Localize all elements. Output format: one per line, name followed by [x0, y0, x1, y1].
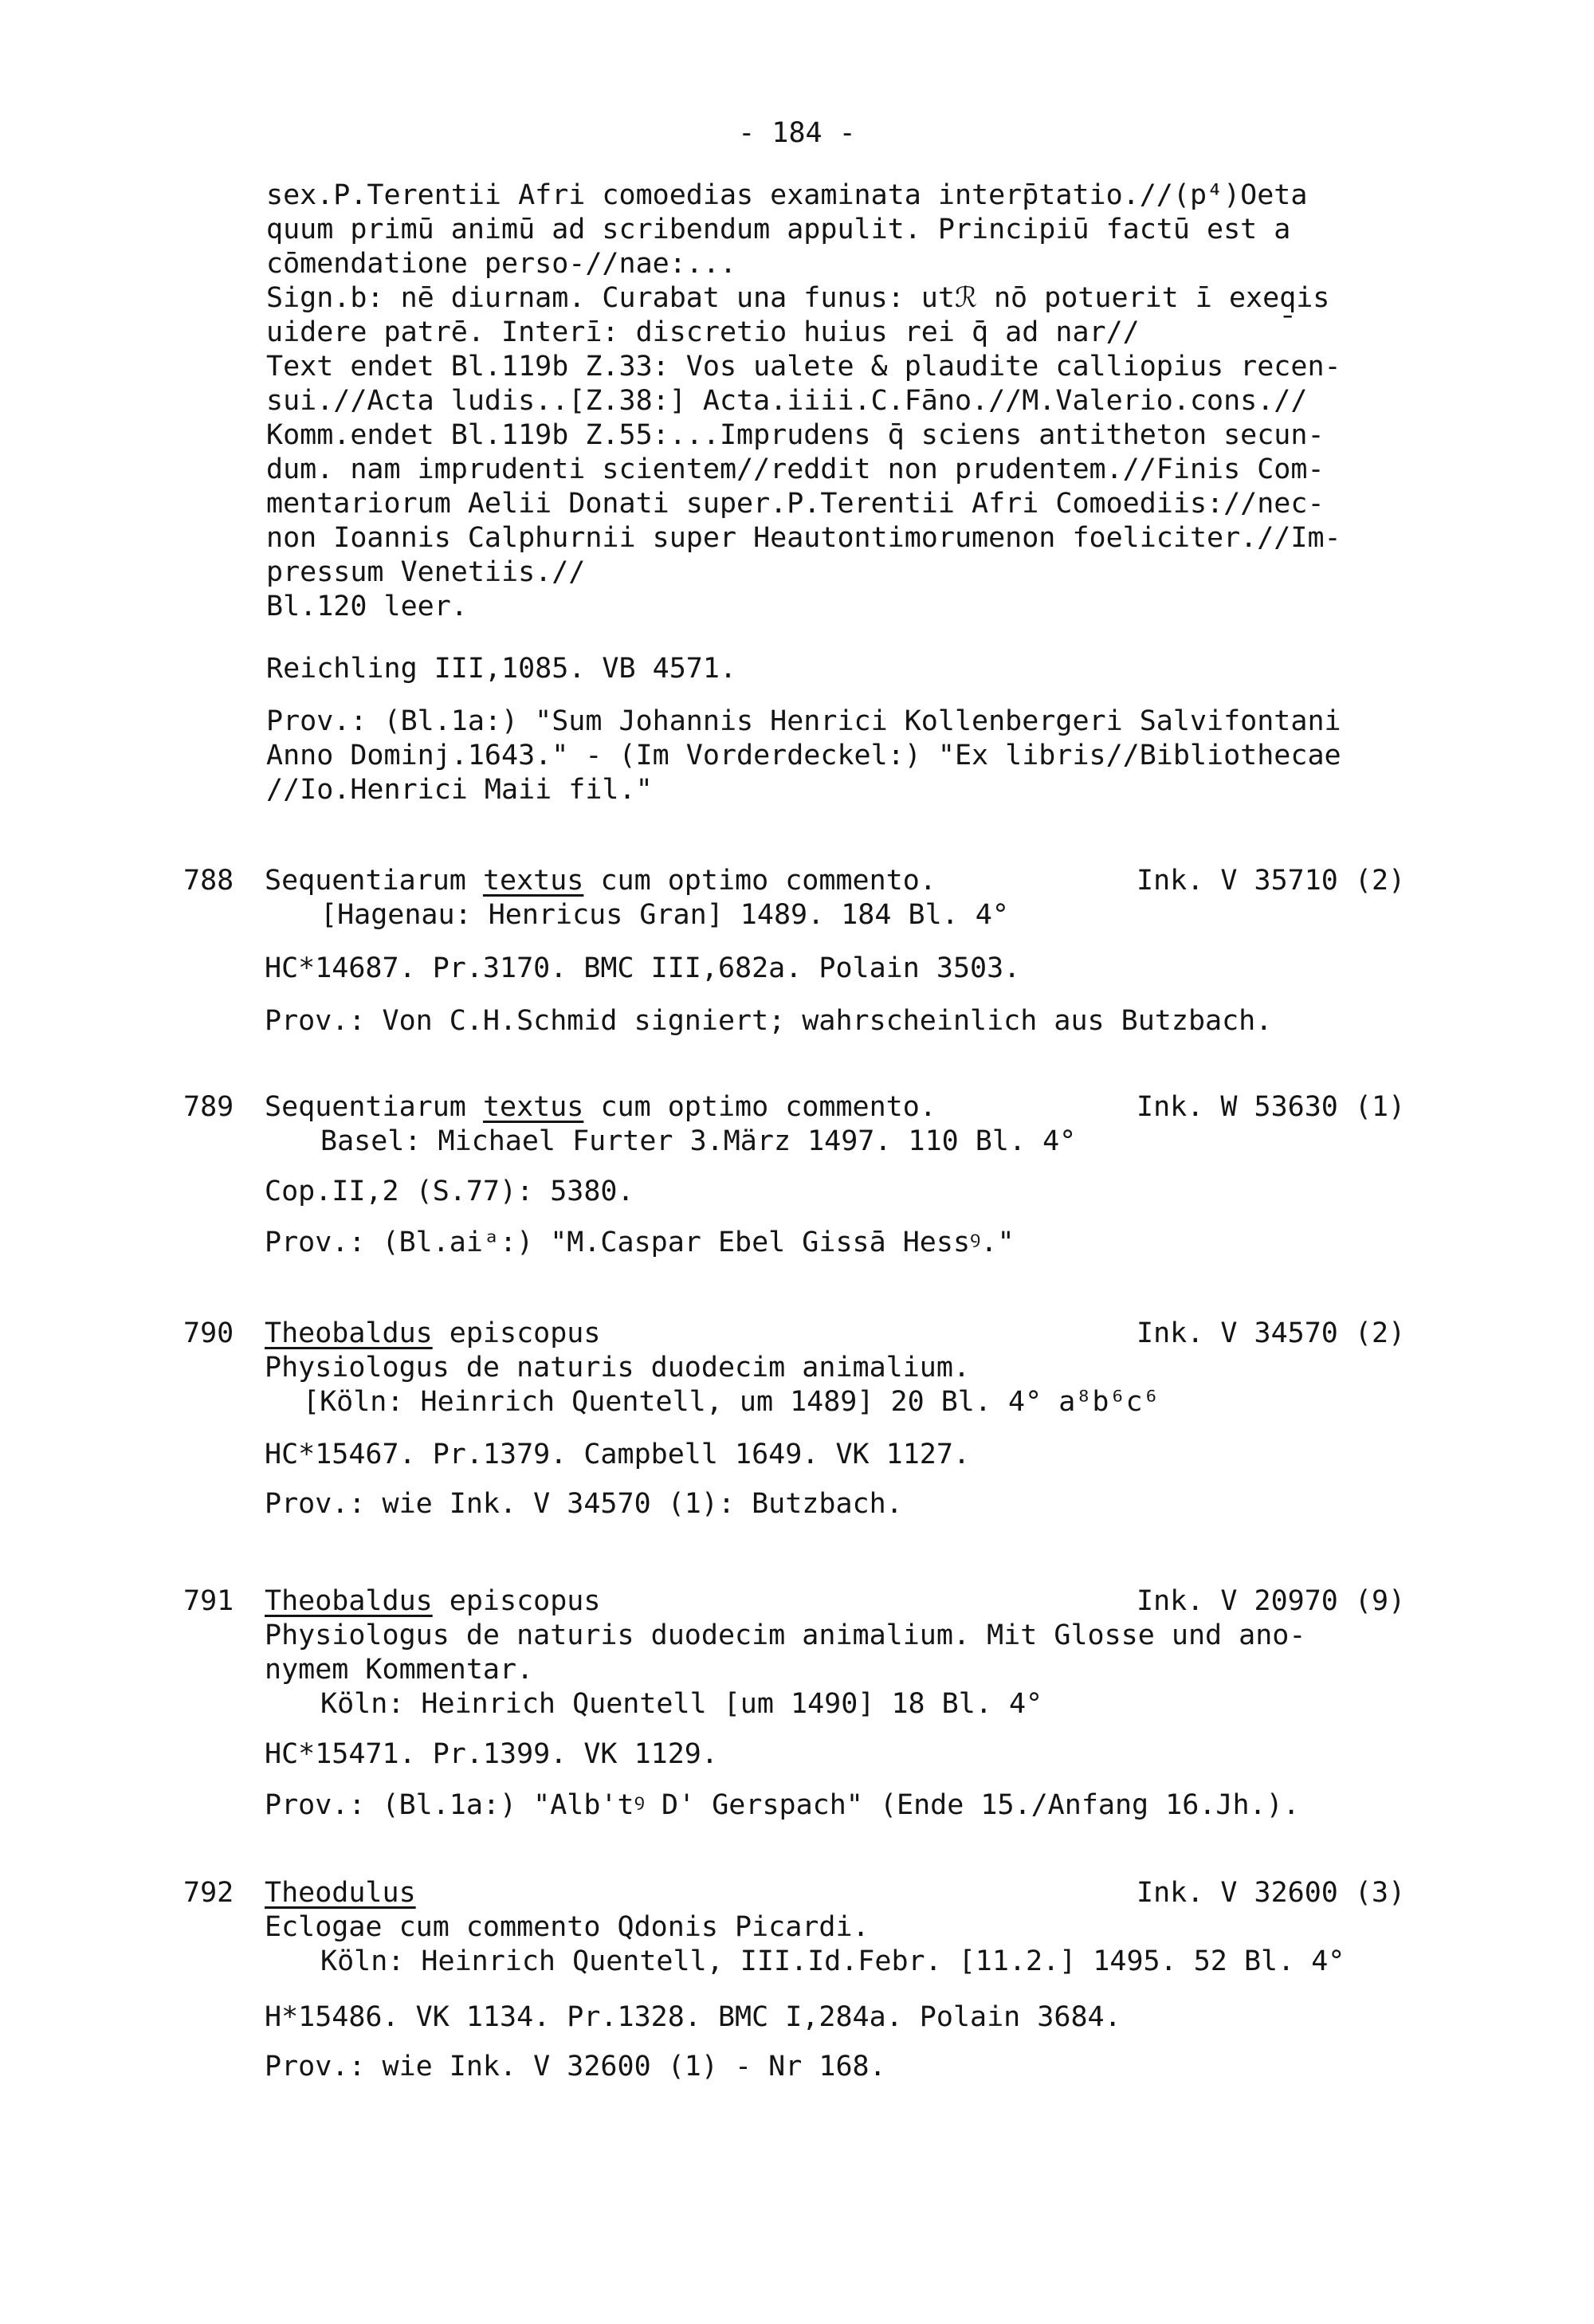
continuation-provenance: [266, 705, 1510, 807]
entry-title: [265, 1584, 600, 1619]
transcription-line: quum primū animū ad scribendum appulit. Principiū factū est a: [266, 214, 1291, 245]
title-keyword: Theobaldus: [265, 1317, 433, 1349]
entry-number: 791: [183, 1585, 234, 1617]
title-suffix: episcopus: [432, 1317, 601, 1349]
subtitle-continued: nymem Kommentar.: [265, 1654, 534, 1686]
transcription-line: sui.//Acta ludis..[Z.38:] Acta.iiii.C.Fāno.//M.Valerio.cons.//: [266, 385, 1308, 417]
provenance: Prov.: (Bl.1a:) "Alb'tꝰ D' Gerspach" (Ende 15./Anfang 16.Jh.).: [265, 1789, 1300, 1821]
shelfmark: Ink. V 20970 (9): [1137, 1585, 1406, 1617]
page-number: - 184 -: [738, 117, 856, 149]
transcription-line: sex.P.Terentii Afri comoedias examinata interp̄tatio.//(p⁴)Oeta: [266, 179, 1308, 211]
transcription-line: Sign.b: nē diurnam. Curabat una funus: utℛ nō potuerit ī exeq̱is: [266, 282, 1330, 314]
imprint: Köln: Heinrich Quentell [um 1490] 18 Bl. 4°: [320, 1688, 1043, 1720]
title-prefix: Sequentiarum: [265, 865, 483, 897]
entry-number: 788: [183, 865, 234, 897]
provenance-line: //Io.Henrici Maii fil.": [266, 774, 653, 806]
catalog-entry: [183, 1876, 1522, 2091]
imprint: [Hagenau: Henricus Gran] 1489. 184 Bl. 4°: [320, 899, 1009, 931]
provenance: Prov.: Von C.H.Schmid signiert; wahrscheinlich aus Butzbach.: [265, 1005, 1273, 1037]
entry-number: 789: [183, 1091, 234, 1123]
shelfmark: Ink. W 53630 (1): [1137, 1091, 1406, 1123]
entry-title: [265, 1317, 600, 1351]
provenance: Prov.: (Bl.aiᵃ:) "M.Caspar Ebel Gissā Hessꝰ.": [265, 1227, 1015, 1258]
transcription-line: mentariorum Aelii Donati super.P.Terentii Afri Comoediis://nec-: [266, 488, 1325, 520]
provenance: Prov.: wie Ink. V 34570 (1): Butzbach.: [265, 1488, 903, 1520]
continuation-transcription: [266, 179, 1510, 624]
transcription-line: Komm.endet Bl.119b Z.55:...Imprudens q̄ sciens antitheton secun-: [266, 419, 1325, 451]
catalog-entry: [183, 864, 1522, 1055]
title-keyword: Theodulus: [265, 1877, 416, 1909]
shelfmark: Ink. V 35710 (2): [1137, 865, 1406, 897]
transcription-line: dum. nam imprudenti scientem//reddit non prudentem.//Finis Com-: [266, 453, 1325, 485]
shelfmark: Ink. V 32600 (3): [1137, 1877, 1406, 1909]
shelfmark: Ink. V 34570 (2): [1137, 1317, 1406, 1349]
imprint: [Köln: Heinrich Quentell, um 1489] 20 Bl. 4° a⁸b⁶c⁶: [303, 1386, 1160, 1418]
catalog-entry: [183, 1317, 1522, 1540]
references: HC*15471. Pr.1399. VK 1129.: [265, 1738, 718, 1770]
reference-line: Reichling III,1085. VB 4571.: [266, 653, 737, 685]
catalog-entry: [183, 1584, 1522, 1823]
title-suffix: episcopus: [432, 1585, 601, 1617]
provenance-line: Anno Dominj.1643." - (Im Vorderdeckel:) "Ex libris//Bibliothecae: [266, 740, 1341, 771]
title-keyword: textus: [482, 865, 584, 897]
title-suffix: cum optimo commento.: [583, 865, 936, 897]
subtitle: Physiologus de naturis duodecim animalium. Mit Glosse und ano-: [265, 1619, 1306, 1651]
transcription-line: cōmendatione perso-//nae:...: [266, 248, 737, 280]
transcription-line: pressum Venetiis.//: [266, 556, 586, 588]
entry-title: [265, 864, 936, 898]
references: HC*15467. Pr.1379. Campbell 1649. VK 1127.: [265, 1439, 971, 1470]
references: H*15486. VK 1134. Pr.1328. BMC I,284a. Polain 3684.: [265, 2001, 1121, 2033]
title-suffix: cum optimo commento.: [583, 1091, 936, 1123]
imprint: Basel: Michael Furter 3.März 1497. 110 Bl. 4°: [320, 1125, 1077, 1157]
transcription-line: non Ioannis Calphurnii super Heautontimorumenon foeliciter.//Im-: [266, 522, 1341, 554]
provenance-line: Prov.: (Bl.1a:) "Sum Johannis Henrici Kollenbergeri Salvifontani: [266, 705, 1341, 737]
title-keyword: Theobaldus: [265, 1585, 433, 1617]
subtitle: Physiologus de naturis duodecim animalium.: [265, 1352, 971, 1384]
provenance: Prov.: wie Ink. V 32600 (1) - Nr 168.: [265, 2051, 886, 2083]
references: Cop.II,2 (S.77): 5380.: [265, 1176, 634, 1207]
transcription-line: Text endet Bl.119b Z.33: Vos ualete & plaudite calliopius recen-: [266, 351, 1341, 383]
continuation-reference: [266, 652, 1510, 686]
transcription-line: uidere patrē. Interī: discretio huius rei q̄ ad nar//: [266, 316, 1140, 348]
catalog-entry: [183, 1090, 1522, 1274]
entry-title: [265, 1876, 416, 1910]
subtitle: Eclogae cum commento Qdonis Picardi.: [265, 1911, 870, 1943]
title-keyword: textus: [482, 1091, 584, 1123]
title-prefix: Sequentiarum: [265, 1091, 483, 1123]
entry-number: 790: [183, 1317, 234, 1349]
imprint: Köln: Heinrich Quentell, III.Id.Febr. [11.2.] 1495. 52 Bl. 4°: [320, 1945, 1345, 1977]
entry-number: 792: [183, 1877, 234, 1909]
entry-title: [265, 1090, 936, 1125]
transcription-line: Bl.120 leer.: [266, 591, 468, 622]
references: HC*14687. Pr.3170. BMC III,682a. Polain 3503.: [265, 952, 1021, 984]
